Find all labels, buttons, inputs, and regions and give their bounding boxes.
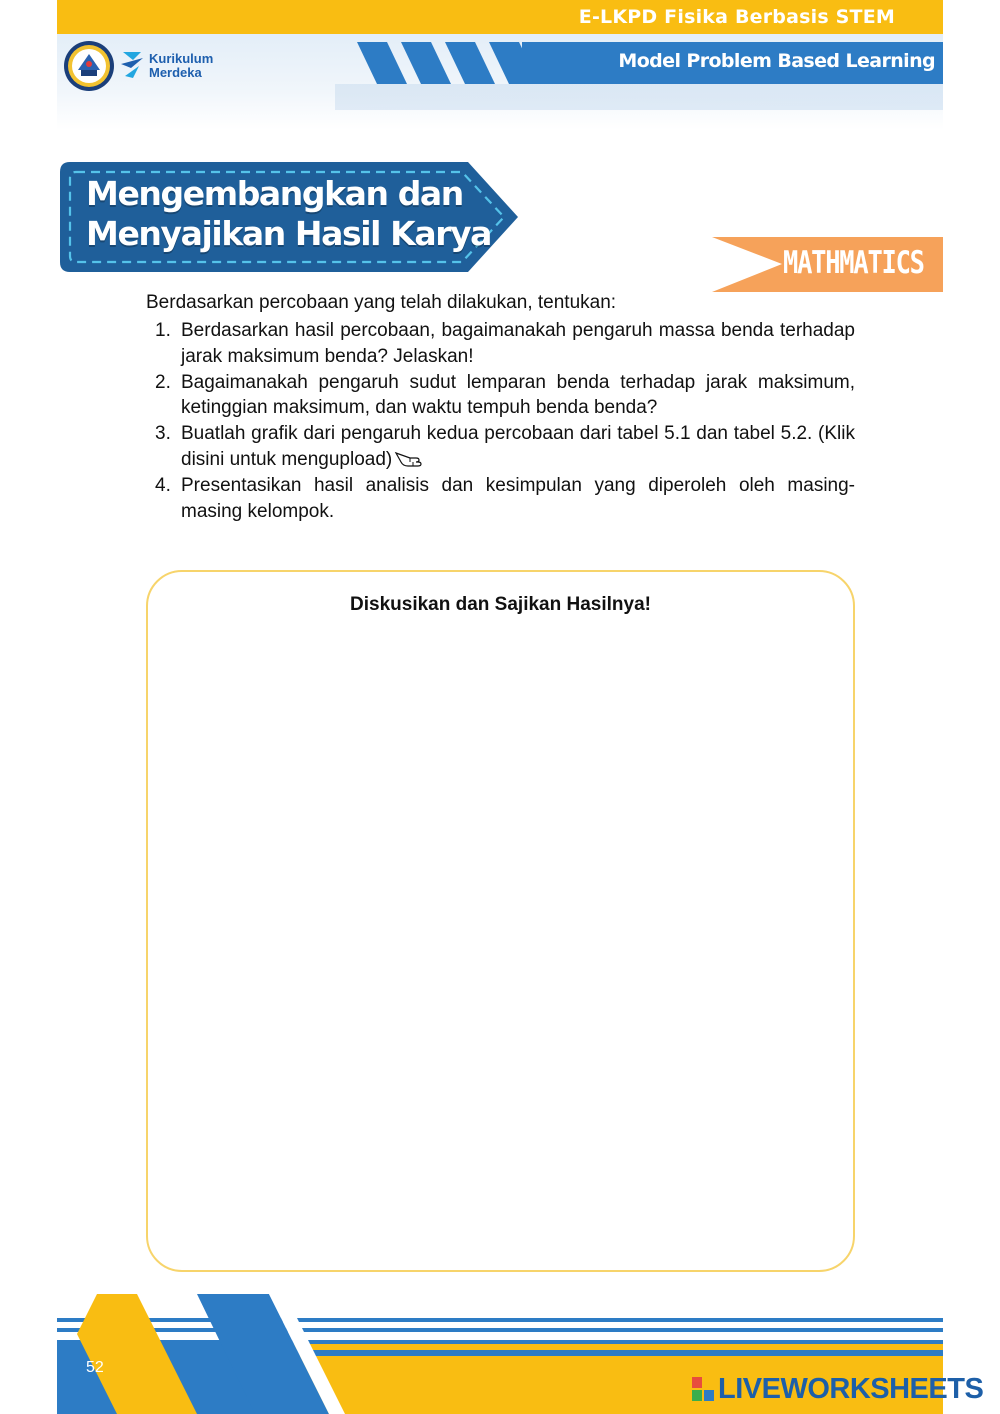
liveworksheets-logo-icon: [692, 1377, 714, 1401]
header-band: [57, 34, 943, 130]
question-item: [155, 370, 855, 422]
header-underbar: [335, 84, 943, 110]
question-number: 4.: [155, 474, 171, 496]
question-text: Berdasarkan hasil percobaan, bagaimanakah pengaruh massa benda terhadap jarak maksimum benda? Jelaskan!: [181, 320, 855, 367]
question-item[interactable]: [155, 421, 855, 473]
answer-box: [146, 570, 855, 1272]
question-text: Presentasikan hasil analisis dan kesimpulan yang diperoleh oleh masing-masing kelompok.: [181, 474, 855, 522]
answer-box-title: Diskusikan dan Sajikan Hasilnya!: [350, 594, 651, 615]
header-top-title: E-LKPD Fisika Berbasis STEM: [578, 6, 895, 28]
liveworksheets-brand-text: LIVEWORKSHEETS: [718, 1372, 984, 1405]
page-number: 52: [86, 1359, 104, 1376]
curriculum-logo-line2: Merdeka: [149, 65, 202, 80]
model-title: Model Problem Based Learning: [618, 50, 935, 72]
pointer-hand-icon[interactable]: [394, 450, 424, 470]
curriculum-logo-line1: Kurikulum: [149, 51, 214, 66]
question-text: Bagaimanakah pengaruh sudut lemparan benda terhadap jarak maksimum, ketinggian maksimum, dan waktu tempuh benda benda?: [181, 371, 855, 419]
question-list: [155, 318, 855, 524]
question-item: [155, 318, 855, 370]
upload-link[interactable]: Buatlah grafik dari pengaruh kedua percobaan dari tabel 5.1 dan tabel 5.2. (Klik disini untuk mengupload): [181, 423, 855, 470]
section-title-line1: Mengembangkan dan: [86, 174, 463, 213]
kurikulum-merdeka-icon: [119, 48, 145, 80]
question-number: 1.: [155, 320, 171, 341]
curriculum-logo-text: [149, 52, 213, 80]
question-item: [155, 473, 855, 525]
instructions-intro: Berdasarkan percobaan yang telah dilakukan, tentukan:: [146, 292, 617, 313]
university-seal-icon: [63, 40, 115, 92]
mathematics-tag-label: MATHMATICS: [783, 245, 924, 281]
section-title: [86, 174, 491, 254]
question-number: 3.: [155, 423, 171, 445]
liveworksheets-brand[interactable]: [692, 1372, 983, 1406]
header-model-bar: [522, 42, 943, 84]
answer-input-area[interactable]: [170, 634, 831, 1248]
section-title-line2: Menyajikan Hasil Karya: [86, 214, 492, 253]
header-top-bar: [57, 0, 943, 34]
question-number: 2.: [155, 371, 171, 393]
